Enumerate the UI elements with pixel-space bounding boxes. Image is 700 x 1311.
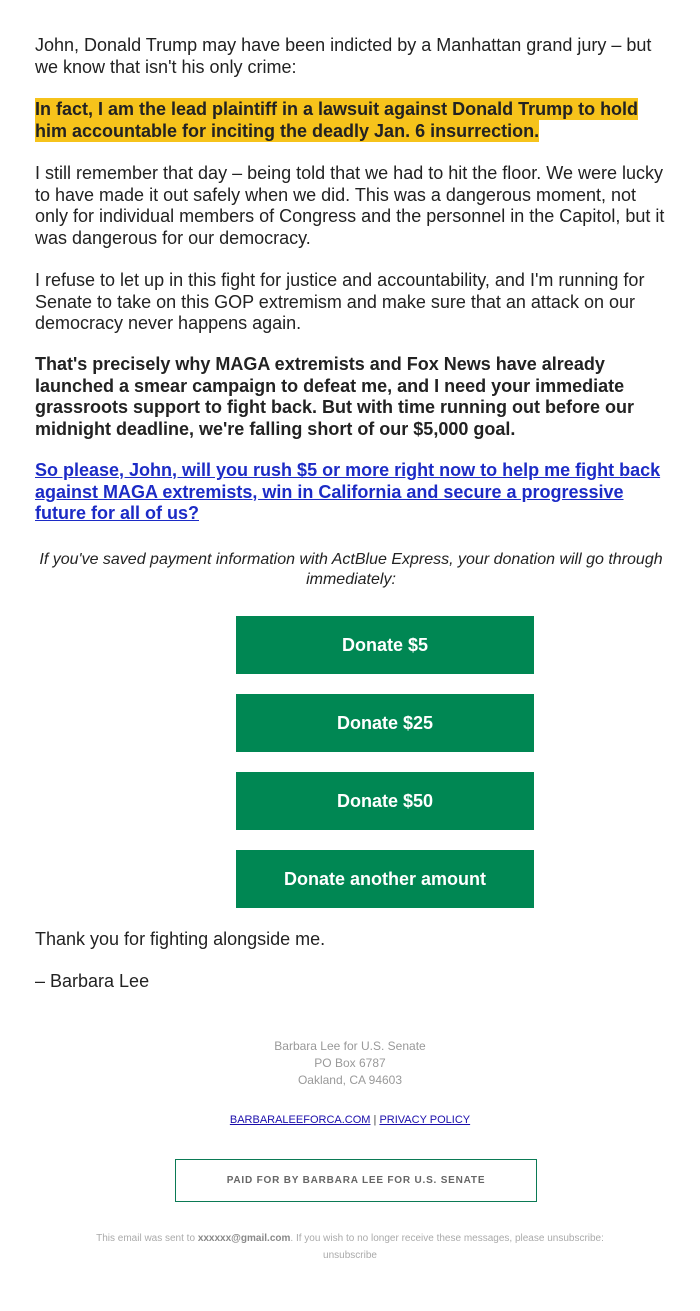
actblue-express-note: If you've saved payment information with ActBlue Express, your donation will go through immediately: (39, 551, 663, 588)
footer-po-box: PO Box 6787 (314, 1056, 386, 1070)
signature: – Barbara Lee (35, 971, 150, 991)
donate-5-button[interactable]: Donate $5 (236, 616, 534, 674)
unsubscribe-link[interactable]: unsubscribe (323, 1250, 377, 1261)
unsub-prefix: This email was sent to (96, 1233, 198, 1244)
footer-links (0, 1114, 700, 1126)
senate-paragraph: I refuse to let up in this fight for justice and accountability, and I'm running for Senate to take on this GOP extremism and make sure that an attack on our democracy never happens again. (35, 270, 645, 334)
closing-line: Thank you for fighting alongside me. (35, 929, 326, 949)
donate-50-button[interactable]: Donate $50 (236, 772, 534, 830)
highlight-text: In fact, I am the lead plaintiff in a lawsuit against Donald Trump to hold him accountable for inciting the deadly Jan. 6 insurrection. (35, 99, 639, 141)
paid-for-disclaimer: PAID FOR BY BARBARA LEE FOR U.S. SENATE (175, 1159, 537, 1202)
recipient-email: xxxxxx@gmail.com (197, 1233, 291, 1244)
footer-org: Barbara Lee for U.S. Senate (274, 1039, 426, 1053)
link-separator: | (373, 1114, 377, 1126)
donate-25-button[interactable]: Donate $25 (236, 694, 534, 752)
memory-paragraph: I still remember that day – being told that we had to hit the floor. We were lucky to have made it out safely when we did. This was a dangerous moment, not only for individual members of Congress and the personnel in the Capitol, but it was dangerous for our democracy. (35, 163, 665, 248)
unsubscribe-notice (60, 1230, 640, 1264)
donate-other-amount-button[interactable]: Donate another amount (236, 850, 534, 908)
ask-paragraph (35, 460, 667, 525)
appeal-paragraph: That's precisely why MAGA extremists and Fox News have already launched a smear campaign to defeat me, and I need your immediate grassroots support to fight back. But with time running out before our midnight deadline, we're falling short of our $5,000 goal. (35, 354, 634, 439)
footer-city: Oakland, CA 94603 (297, 1073, 403, 1087)
donate-ask-link[interactable]: So please, John, will you rush $5 or more right now to help me fight back against MAGA extremists, win in California and secure a progressive future for all of us? (35, 460, 661, 524)
intro-paragraph: John, Donald Trump may have been indicted by a Manhattan grand jury – but we know that isn't his only crime: (35, 35, 652, 77)
site-link[interactable]: BARBARALEEFORCA.COM (229, 1114, 371, 1126)
footer-address (0, 1038, 700, 1089)
unsub-suffix: . If you wish to no longer receive these messages, please unsubscribe: (290, 1233, 604, 1244)
highlighted-paragraph (35, 99, 667, 142)
privacy-policy-link[interactable]: PRIVACY POLICY (379, 1114, 471, 1126)
